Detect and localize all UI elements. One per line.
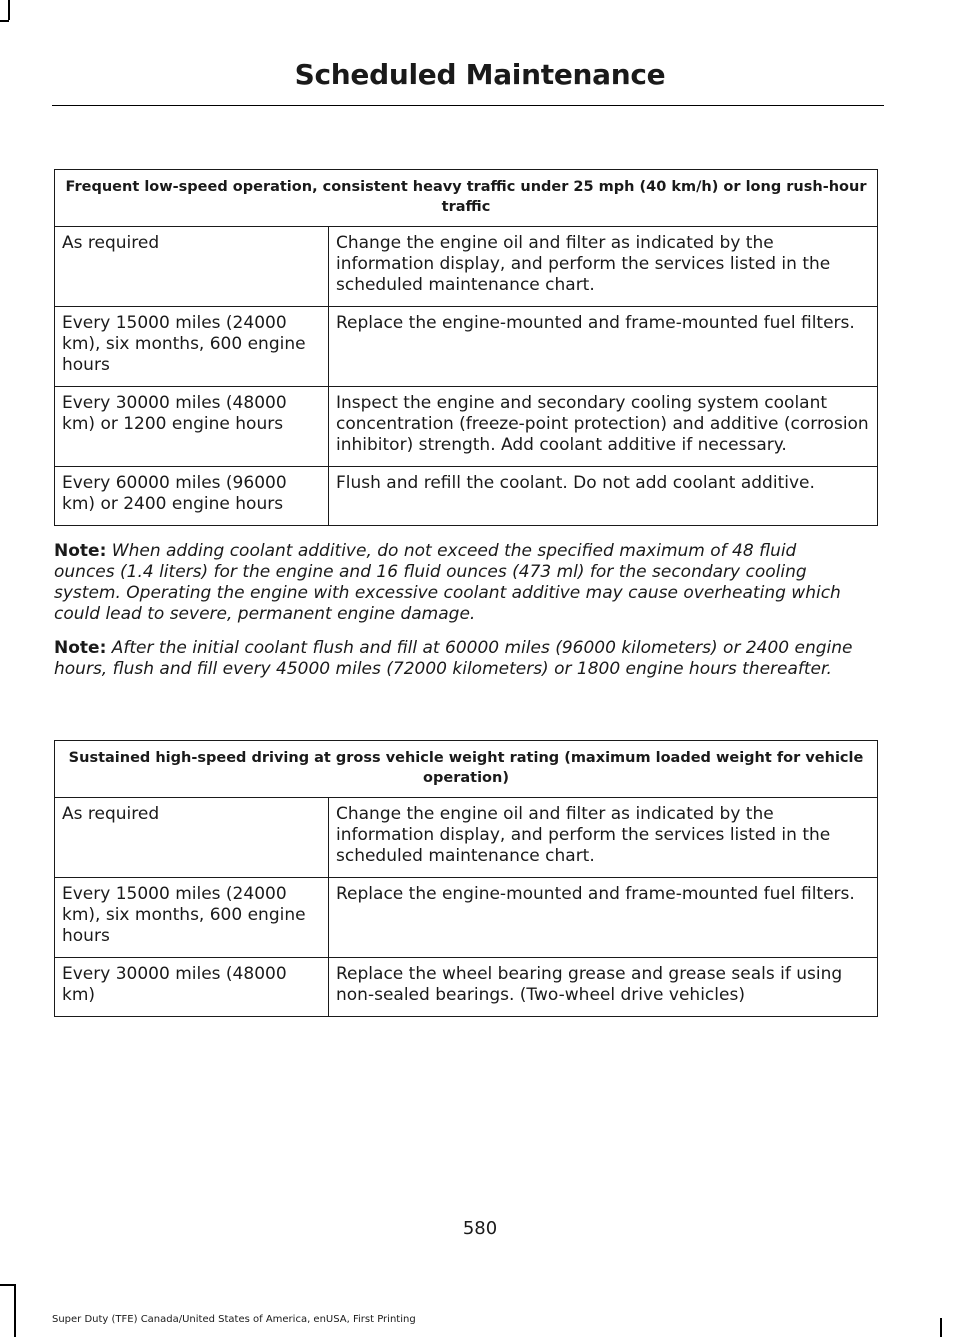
interval-cell: Every 60000 miles (96000 km) or 2400 engine hours [55,467,329,526]
interval-cell: Every 15000 miles (24000 km), six months, 600 engine hours [55,307,329,387]
crop-mark-top-left [8,0,10,20]
crop-mark-bottom-left [0,1284,15,1286]
action-cell: Replace the engine-mounted and frame-mounted fuel filters. [329,878,878,958]
table-heading: Frequent low-speed operation, consistent heavy traffic under 25 mph (40 km/h) or long rush-hour traffic [55,170,878,227]
note-label: Note: [54,638,107,658]
crop-mark-bottom-left [14,1284,16,1337]
maintenance-table-low-speed [54,169,878,526]
edition-footer: Super Duty (TFE) Canada/United States of America, enUSA, First Printing [52,1314,416,1325]
action-cell: Replace the wheel bearing grease and grease seals if using non-sealed bearings. (Two-wheel drive vehicles) [329,958,878,1017]
note-label: Note: [54,541,107,561]
table-row [55,467,878,526]
table-header-row [55,170,878,227]
note-paragraph [54,541,854,625]
table-row [55,958,878,1017]
action-cell: Flush and refill the coolant. Do not add coolant additive. [329,467,878,526]
table-row [55,878,878,958]
action-cell: Change the engine oil and filter as indicated by the information display, and perform the services listed in the scheduled maintenance chart. [329,798,878,878]
maintenance-table-high-speed [54,740,878,1017]
note-text: After the initial coolant flush and fill at 60000 miles (96000 kilometers) or 2400 engine hours, flush and fill every 45000 miles (72000 kilometers) or 1800 engine hours thereafter. [54,638,853,679]
action-cell: Change the engine oil and filter as indicated by the information display, and perform the services listed in the scheduled maintenance chart. [329,227,878,307]
action-cell: Replace the engine-mounted and frame-mounted fuel filters. [329,307,878,387]
interval-cell: As required [55,227,329,307]
table-heading: Sustained high-speed driving at gross vehicle weight rating (maximum loaded weight for vehicle operation) [55,741,878,798]
note-text: When adding coolant additive, do not exceed the specified maximum of 48 fluid ounces (1.4 liters) for the engine and 16 fluid ounces (473 ml) for the secondary cooling system. Operating the engine with excessive coolant additive may cause overheating which could lead to severe, permanent engine damage. [54,541,841,624]
table-header-row [55,741,878,798]
title-divider [52,105,884,106]
notes-section [54,541,854,693]
interval-cell: Every 15000 miles (24000 km), six months, 600 engine hours [55,878,329,958]
interval-cell: As required [55,798,329,878]
note-paragraph [54,638,854,680]
interval-cell: Every 30000 miles (48000 km) or 1200 engine hours [55,387,329,467]
table-row [55,307,878,387]
page-title: Scheduled Maintenance [294,58,666,91]
interval-cell: Every 30000 miles (48000 km) [55,958,329,1017]
table-row [55,387,878,467]
table-row [55,227,878,307]
crop-mark-top-left [0,20,9,22]
action-cell: Inspect the engine and secondary cooling system coolant concentration (freeze-point protection) and additive (corrosion inhibitor) strength. Add coolant additive if necessary. [329,387,878,467]
table-row [55,798,878,878]
page-number: 580 [462,1218,498,1239]
crop-mark-bottom-right [940,1318,942,1337]
